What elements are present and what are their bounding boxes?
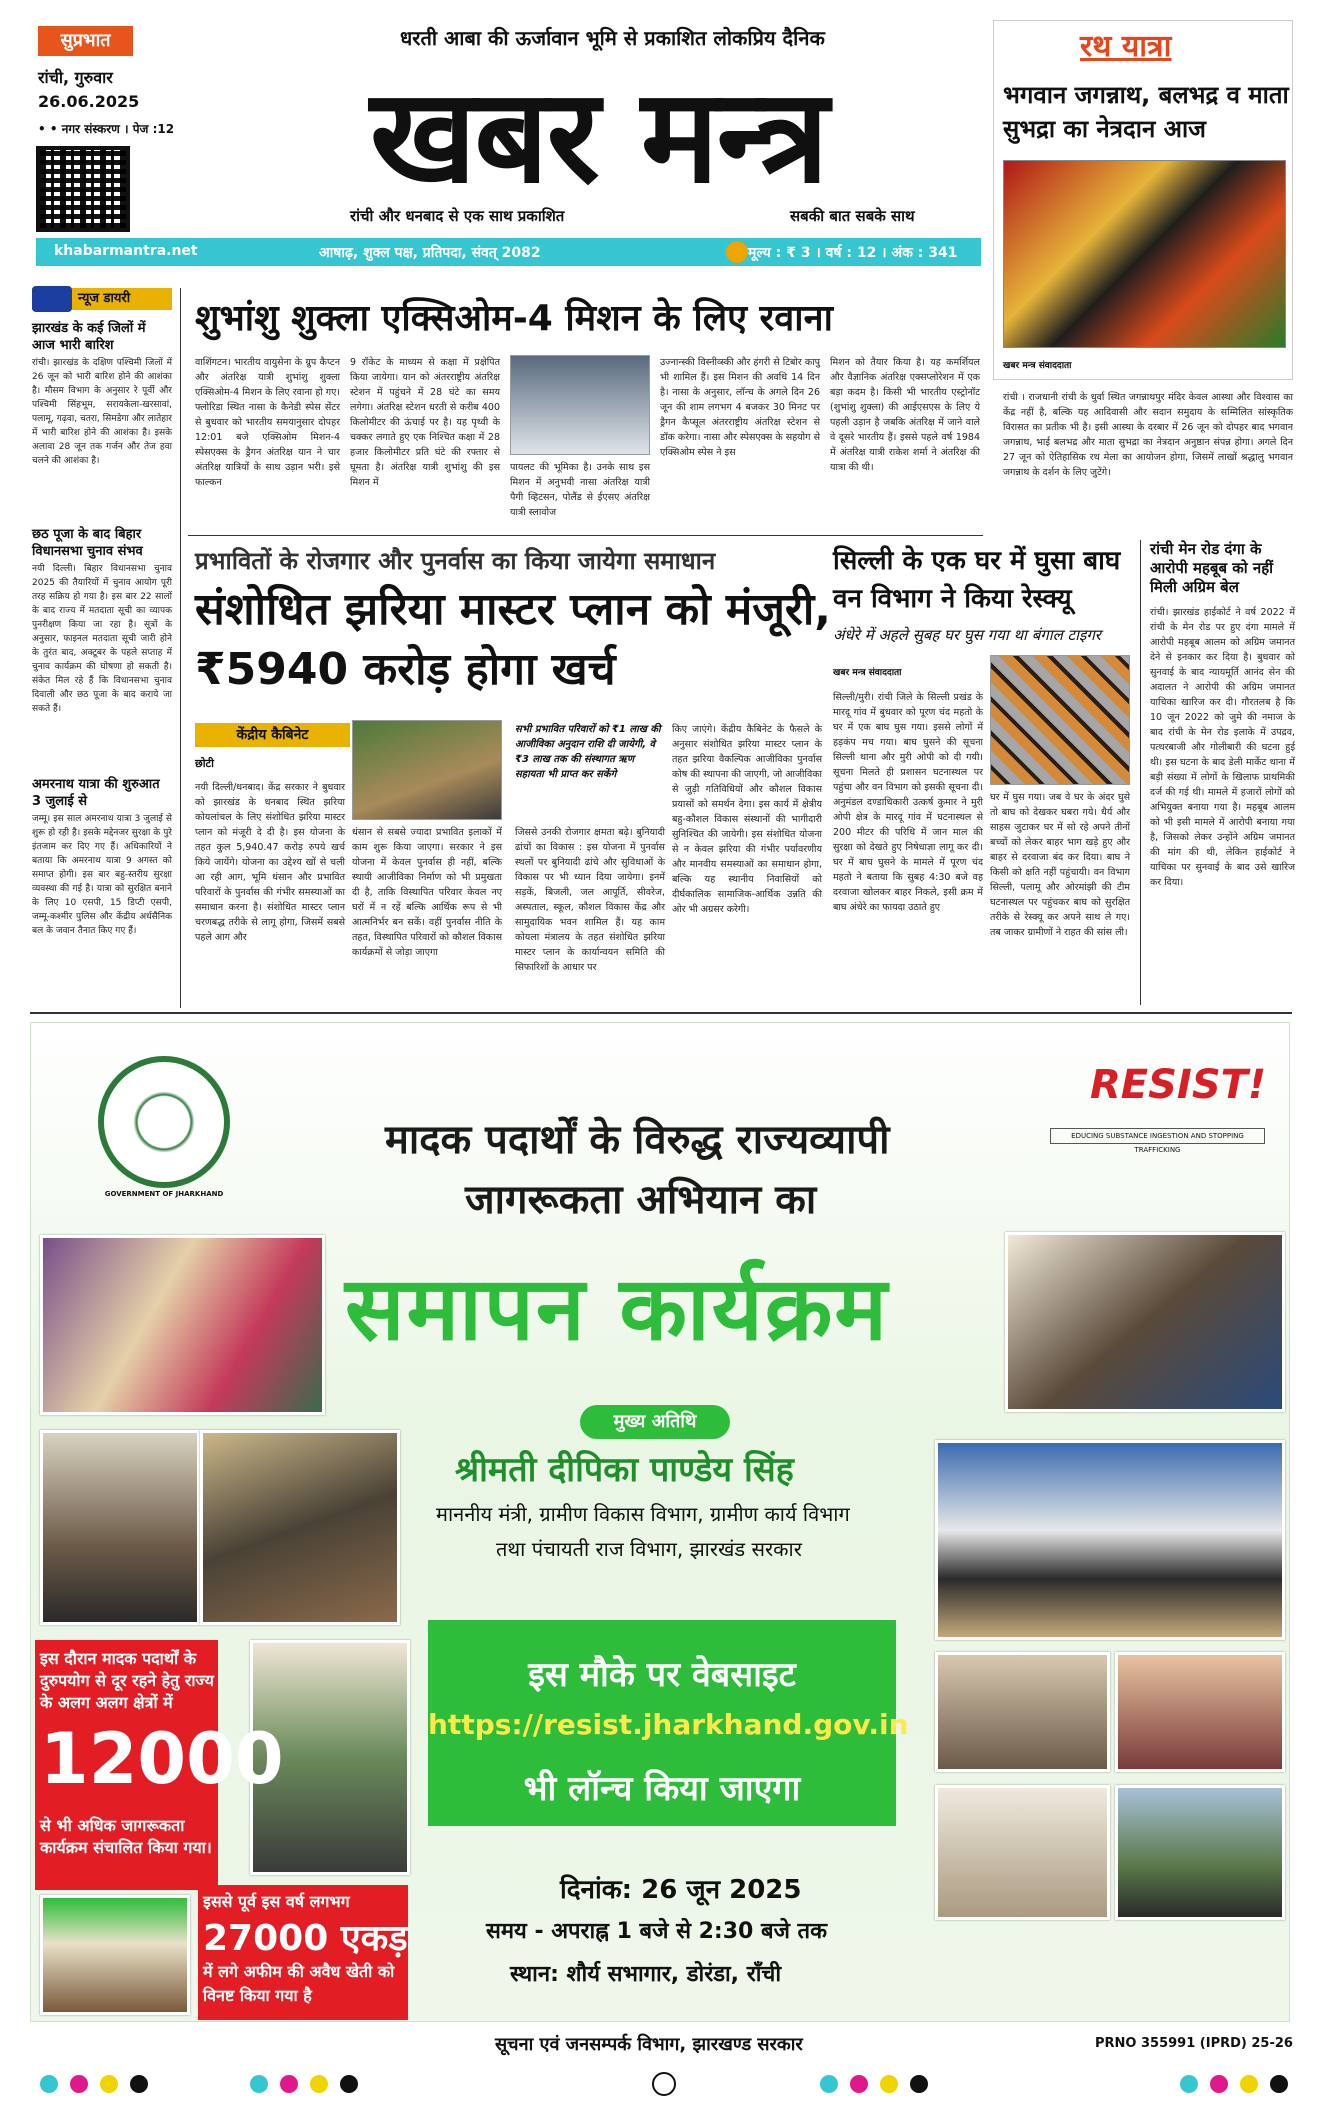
newspaper-logo: खबर मन्त्र — [370, 60, 827, 212]
stat-2-number: 27000 एकड़ — [203, 1918, 408, 1959]
rath-title: रथ यात्रा — [1080, 29, 1172, 64]
guest-role-2: तथा पंचायती राज विभाग, झारखंड सरकार — [496, 1537, 802, 1561]
story1-col3: उज्नान्स्की विस्नीव्स्की और हंगरी से टिबोर कापु भी शामिल हैं। इस मिशन की अवधि 14 दिन है। नासा के अनुसार, लॉन्च के अगले दिन 26 जून की शाम लगभग 4 बजकर 30 मिनट पर ड्रैगन कैप्सूल अंतरराष्ट्रीय अंतरिक्ष स्टेशन से डॉक करेगा। नासा और स्पेसएक्स के सहयोग से एक्सिओम स्पेस ने इस — [660, 357, 820, 458]
ad-photo-7 — [935, 1440, 1285, 1640]
story3-col2: घर में घुस गया। जब वे घर के अंदर घुसे तो बाघ को देखकर घबरा गये। धैर्य और साहस जुटाकर घर में सो रहे अपने तीनों बच्चों को लेकर बाहर भाग खड़े हुए और बाहर से दरवाजा बंद कर दिया। बाघ ने किसी को क्षति नहीं पहुंचायी। वन विभाग सिल्ली, पलामू और ओरमांझी की टीम घटनास्थल पर पहुंचकर बाघ को सुरक्षित तरीके से रेस्क्यू कर अपने साथ ले गए। तब जाकर ग्रामीणों ने राहत की सांस ली। — [990, 792, 1130, 938]
stat-2-bottom: में लगे अफीम की अवैध खेती को विनष्ट किया गया है — [203, 1962, 395, 2005]
cyan-mark-icon — [250, 2075, 268, 2093]
resist-tagline: EDUCING SUBSTANCE INGESTION AND STOPPING TRAFFICKING — [1050, 1128, 1265, 1144]
story2-quote: सभी प्रभावित परिवारों को ₹1 लाख की आजीविका अनुदान राशि दी जायेगी, वे ₹3 लाख तक की संस्थागत ऋण सहायता भी प्राप्त कर सकेंगे — [515, 724, 661, 780]
brief-2-body: नयी दिल्ली। बिहार विधानसभा चुनाव 2025 की तैयारियों में चुनाव आयोग पूरी तरह सक्रिय हो गया है। इस बार 22 सालों के बाद राज्य में मतदाता सूची का व्यापक पुनरीक्षण किया जा रहा है। सूत्रों के अनुसार, फाइनल मतदाता सूची जारी होने के तुरंत बाद, अक्टूबर के पहले सप्ताह में चुनाव कार्यक्रम की घोषणा हो सकती है। संकेत मिल रहे हैं कि विधानसभा चुनाव दिवाली और छठ पूजा के बाद कराये जा सकते हैं। — [32, 564, 172, 714]
stat-2-top: इससे पूर्व इस वर्ष लगभग — [203, 1892, 350, 1911]
ad-main-title: समापन कार्यक्रम — [345, 1257, 889, 1360]
publish-cities: रांची और धनबाद से एक साथ प्रकाशित — [350, 207, 565, 225]
story3-col1: सिल्ली/मुरी। रांची जिले के सिल्ली प्रखंड के मारदू गांव में बुधवार को पूरण चंद महतो के घर में एक बाघ घुस गया। इससे लोगों में हड़कंप मच गया। बाघ घुसने की सूचना सिल्ली थाना और मुरी ओपी को दी गयी। सूचना मिलते ही प्रशासन घटनास्थल पर पहुंचा और वन विभाग को इसकी सूचना दी। अनुमंडल दण्डाधिकारी उत्कर्ष कुमार ने मुरी ओपी क्षेत्र के मारदू गांव में घटनास्थल से 200 मीटर की परिधि में जान माल की सुरक्षा को देखते हुए निषेधाज्ञा लागू कर दी। घर में बाघ घुसने के मामले में पूरण चंद महतो ने बताया कि सुबह 4:30 बजे वह दरवाजा खोलकर बाहर निकले, इसी क्रम में बाघ अंधेरे का फायदा उठाते हुए — [833, 692, 983, 913]
rath-credit: खबर मन्त्र संवाददाता — [1003, 361, 1072, 371]
event-place: स्थान: शौर्य सभागार, डोरंडा, राँची — [510, 1962, 782, 1987]
event-time: समय - अपराह्न 1 बजे से 2:30 बजे तक — [486, 1919, 827, 1944]
city-day: रांची, गुरुवार — [38, 68, 113, 87]
edition-text: नगर संस्करण । पेज :12 — [61, 122, 175, 136]
story1-col1: वाशिंगटन। भारतीय वायुसेना के ग्रुप कैप्टन और अंतरिक्ष यात्री शुभांशु शुक्ला एक्सिओम-4 मिशन के लिए रवाना हो गए। फ्लोरिडा स्थित नासा के कैनेडी स्पेस सेंटर से बुधवार को भारतीय समयानुसार दोपहर 12:01 बजे एक्सिओम मिशन-4 स्पेसएक्स के ड्रैगन अंतरिक्ष यान ने चार अंतरिक्ष यात्रियों के साथ उड़ान भरी। इसे फाल्कन — [195, 357, 340, 488]
story1-headline[interactable]: शुभांशु शुक्ला एक्सिओम-4 मिशन के लिए रवाना — [195, 298, 833, 339]
tiger-photo — [990, 655, 1130, 785]
info-bar — [36, 238, 981, 266]
news-diary-label: न्यूज डायरी — [32, 288, 172, 310]
logo-mark-icon — [726, 241, 748, 263]
ad-photo-2 — [40, 1430, 200, 1625]
crosshair-icon — [652, 2072, 676, 2096]
brief-3-head[interactable]: अमरनाथ यात्रा की शुरुआत 3 जुलाई से — [32, 777, 160, 809]
brief-2-head[interactable]: छठ पूजा के बाद बिहार विधानसभा चुनाव संभव — [32, 527, 143, 559]
cyan-mark-icon — [40, 2075, 58, 2093]
story1-col2: 9 रॉकेट के माध्यम से कक्षा में प्रक्षेपित किया जायेगा। यान को अंतरराष्ट्रीय अंतरिक्ष स्टेशन में पहुंचने में 28 घंटे का समय लगेगा। अंतरिक्ष स्टेशन धरती से करीब 400 किलोमीटर की ऊंचाई पर है। यह पृथ्वी के चक्कर लगाते हुए एक निश्चित कक्षा में 28 हजार किलोमीटर प्रति घंटे की रफ्तार से घूमता है। अंतरिक्ष यात्री शुभांशु की इस मिशन में — [350, 357, 500, 488]
column-divider — [180, 288, 181, 1008]
jharia-photo — [352, 720, 502, 820]
astronaut-photo — [510, 355, 650, 455]
cyan-mark-icon — [1180, 2075, 1198, 2093]
brief-1-body: रांची। झारखंड के दक्षिण पश्चिमी जिलों में 26 जून को भारी बारिश होने की आशंका है। मौसम विभाग के अनुसार रे पूर्वी और पश्चिमी सिंहभूम, सरायकेला-खरसावां, पलामू, गढ़वा, चतरा, सिमडेगा और लातेहार में भारी बारिश होने की आशंका है। इसके अलावा 28 जून तक गर्जन और तेज हवा चलने की आशंका है। — [32, 358, 172, 466]
ad-footer: सूचना एवं जनसम्पर्क विभाग, झारखण्ड सरकार — [495, 2034, 803, 2055]
story2-col3: जिससे उनकी रोजगार क्षमता बढ़े। बुनियादी ढांचों का विकास : इस योजना में पुनर्वास स्थलों पर बुनियादी ढांचे और सुविधाओं के विकास पर भी ध्यान दिया जायेगा। इनमें सड़कें, बिजली, जल आपूर्ति, सीवरेज, अस्पताल, स्कूल, कौशल विकास केंद्र और सामुदायिक भवन शामिल हैं। यह काम कोयला मंत्रालय के तहत संशोधित झरिया मास्टर प्लान के कार्यान्वयन समिति की सिफारिशों के आधार पर — [515, 827, 665, 973]
brief-3-body: जम्मू। इस साल अमरनाथ यात्रा 3 जुलाई से शुरू हो रही है। इसके मद्देनजर सुरक्षा के पुरे इंतजाम कर दिए गए हैं। अधिकारियों ने बताया कि अमरनाथ यात्रा 9 अगस्त को समाप्त होगी। इस बार बहु-स्तरीय सुरक्षा व्यवस्था की गई है। यात्रा को सुरक्षित बनाने के लिए 10 एसपी, 15 डिप्टी एसपी, जम्मू-कश्मीर पुलिस और केंद्रीय अर्धसैनिक बल के जवान तैनात किए गए हैं। — [32, 814, 172, 936]
story2-headline[interactable]: संशोधित झरिया मास्टर प्लान को मंजूरी, ₹5940 करोड़ होगा खर्च — [195, 584, 832, 695]
yellow-mark-icon — [310, 2075, 328, 2093]
story2-col4: किए जाएंगे। केंद्रीय कैबिनेट के फैसले के अनुसार संशोधित झरिया मास्टर प्लान के तहत झरिया वैकल्पिक आजीविका पुनर्वास कोष की स्थापना की जाएगी, जो आजीविका से जुड़ी गतिविधियों और कौशल विकास प्रयासों को समर्थन देगा। इस कार्य में क्षेत्रीय बहु-कौशल विकास संस्थानों की भागीदारी सुनिश्चित की जायेगी। इस संशोधित योजना से न केवल झरिया की गंभीर पर्यावरणीय और मानवीय समस्याओं का समाधान होगा, बल्कि यह स्थानीय निवासियों को दीर्घकालिक सामाजिक-आर्थिक उन्नति की ओर भी अग्रसर करेगी। — [672, 724, 822, 915]
ad-top-rule — [30, 1012, 1292, 1014]
guest-role-1: माननीय मंत्री, ग्रामीण विकास विभाग, ग्रामीण कार्य विभाग — [436, 1502, 850, 1526]
story4-headline[interactable]: रांची मेन रोड दंगा के आरोपी महबूब को नहीं मिली अग्रिम बेल — [1150, 540, 1274, 596]
story1-caption: पायलट की भूमिका है। उनके साथ इस मिशन में अनुभवी नासा अंतरिक्ष यात्री पैगी व्हिटसन, पोलैंड से ईएसए अंतरिक्ष यात्री स्लावोज — [510, 462, 650, 518]
story2-col1: नयी दिल्ली/धनबाद। केंद्र सरकार ने बुधवार को झारखंड के धनबाद स्थित झरिया कोयलांचल के लिए संशोधित झरिया मास्टर प्लान को मंजूरी दे दी है। इस योजना के तहत कुल 5,940.47 करोड़ रुपये खर्च किये जायेंगे। योजना का उद्देश्य खों से चली आ रही आग, भूमि धंसान और प्रभावित परिवारों के पुनर्वास की गंभीर समस्याओं का समाधान करना है। संशोधित मास्टर प्लान चरणबद्ध तरीके से लागू होगा, जिसमें सबसे पहले आग और — [195, 782, 345, 943]
story3-headline[interactable]: सिल्ली के एक घर में घुसा बाघ वन विभाग ने किया रेस्क्यू — [833, 546, 1121, 614]
stat-1-top: इस दौरान मादक पदार्थों के दुरुपयोग से दूर रहने हेतु राज्य के अलग अलग क्षेत्रों में — [40, 1649, 214, 1712]
yellow-mark-icon — [880, 2075, 898, 2093]
magenta-mark-icon — [70, 2075, 88, 2093]
black-mark-icon — [910, 2075, 928, 2093]
brief-1-head[interactable]: झारखंड के कई जिलों में आज भारी बारिश — [32, 321, 146, 353]
jharkhand-emblem-icon — [98, 1056, 230, 1188]
website-url[interactable]: https://resist.jharkhand.gov.in — [428, 1708, 909, 1741]
ad-photo-5 — [40, 1895, 190, 2015]
story2-kicker: प्रभावितों के रोजगार और पुनर्वास का किया जायेगा समाधान — [195, 547, 716, 575]
pr-number: PRNO 355991 (IPRD) 25-26 — [1095, 2036, 1293, 2051]
story2-byline: छोटी — [195, 757, 214, 770]
black-mark-icon — [340, 2075, 358, 2093]
story3-credit: खबर मन्त्र संवाददाता — [833, 668, 902, 678]
cyan-mark-icon — [820, 2075, 838, 2093]
ad-line-1: मादक पदार्थों के विरुद्ध राज्यव्यापी — [385, 1117, 890, 1163]
magenta-mark-icon — [280, 2075, 298, 2093]
story3-sub: अंधेरे में अहले सुबह घर घुस गया था बंगाल टाइगर — [833, 626, 1101, 644]
ad-photo-1 — [40, 1235, 325, 1415]
ad-photo-8 — [935, 1652, 1110, 1772]
cabinet-badge: केंद्रीय कैबिनेट — [195, 723, 350, 747]
masthead-tagline: धरती आबा की ऊर्जावान भूमि से प्रकाशित लोकप्रिय दैनिक — [400, 26, 825, 50]
story4-text: रांची। झारखंड हाईकोर्ट ने वर्ष 2022 में रांची के मेन रोड पर हुए दंगा मामले में आरोपी महबूब आलम को अग्रिम जमानत देने से इनकार कर दिया है। बुधवार को सुनवाई के बाद न्यायमूर्ति आनंद सेन की अदालत ने आरोपी की अग्रिम जमानत याचिका खारिज कर दी। गौरतलब है कि 10 जून 2022 को जुमे की नमाज के बाद रांची के मेन रोड इलाके में उपद्रव, पत्थरबाजी और गोलीबारी की घटना हुई थी। इस घटना के बाद डेली मार्केट थाना में बड़ी संख्या में लोगों के खिलाफ प्राथमिकी दर्ज की गई थी। मामले में हजारों लोगों को अभियुक्त बनाया गया है। महबूब आलम को भी इसी मामले में आरोपी बनाया गया है, जिसको लेकर उन्होंने अग्रिम जमानत की मांग की थी, लेकिन हाईकोर्ट ने याचिका पर सुनवाई के बाद उसे खारिज कर दिया। — [1150, 607, 1295, 888]
yellow-mark-icon — [1240, 2075, 1258, 2093]
chief-guest-name: श्रीमती दीपिका पाण्डेय सिंह — [455, 1450, 794, 1490]
black-mark-icon — [130, 2075, 148, 2093]
ad-line-2: जागरूकता अभियान का — [465, 1177, 817, 1223]
magenta-mark-icon — [1210, 2075, 1228, 2093]
website-line-1: इस मौके पर वेबसाइट — [528, 1655, 796, 1695]
panchang: आषाढ़, शुक्ल पक्ष, प्रतिपदा, संवत् 2082 — [319, 245, 541, 261]
chief-guest-badge: मुख्य अतिथि — [580, 1405, 730, 1439]
story2-col2: धंसान से सबसे ज्यादा प्रभावित इलाकों में काम शुरू किया जाएगा। सरकार ने इस योजना में केवल पुनर्वास ही नहीं, बल्कि स्थायी आजीविका निर्माण को भी प्रमुखता दी है, ताकि विस्थापित परिवार केवल नए घरों में न रहें बल्कि आर्थिक रूप से भी आत्मनिर्भर बन सकें। वहीं पुनर्वास नीति के तहत, विस्थापित परिवारों को कौशल विकास कार्यक्रमों से जोड़ा जाएगा — [352, 827, 502, 958]
stat-1-number: 12000 — [40, 1718, 284, 1800]
website-link[interactable]: khabarmantra.net — [54, 243, 198, 259]
qr-code-icon[interactable] — [36, 146, 130, 232]
event-date: दिनांक: 26 जून 2025 — [560, 1875, 802, 1905]
price-info: मूल्य : ₹ 3 । वर्ष : 12 । अंक : 341 — [748, 245, 958, 261]
slogan: सबकी बात सबके साथ — [790, 207, 915, 225]
section-rule — [188, 535, 983, 536]
ad-photo-10 — [935, 1785, 1110, 1920]
issue-date: 26.06.2025 — [38, 92, 140, 111]
edition-info: • • नगर संस्करण । पेज :12 — [38, 122, 175, 136]
resist-logo: RESIST! — [1090, 1062, 1267, 1108]
emblem-text: GOVERNMENT OF JHARKHAND — [104, 1190, 224, 1198]
yellow-mark-icon — [100, 2075, 118, 2093]
magenta-mark-icon — [850, 2075, 868, 2093]
news-diary-icon — [32, 286, 72, 312]
website-line-2: भी लॉन्च किया जाएगा — [523, 1769, 801, 1809]
jagannath-photo — [1003, 160, 1286, 348]
ad-photo-9 — [1115, 1652, 1285, 1772]
ad-photo-3 — [200, 1430, 400, 1625]
stat-1-bottom: से भी अधिक जागरूकता कार्यक्रम संचालित किया गया। — [40, 1816, 212, 1857]
black-mark-icon — [1270, 2075, 1288, 2093]
rath-headline[interactable]: भगवान जगन्नाथ, बलभद्र व माता सुभद्रा का नेत्रदान आज — [1003, 81, 1289, 143]
story1-col4: मिशन को तैयार किया है। यह कमर्शियल और वैज्ञानिक अंतरिक्ष एक्सप्लोरेशन में एक बड़ा कदम है। किसी भी भारतीय एस्ट्रोनॉट (शुभांशु शुक्ला) की आईएसएस के लिए ये पहली उड़ान है जबकि अंतरिक्ष में जाने वाले वे दूसरे भारतीय हैं। इससे पहले वर्ष 1984 में अंतरिक्ष यात्री राकेश शर्मा ने अंतरिक्ष की यात्रा की थी। — [830, 357, 980, 473]
column-divider-2 — [1140, 540, 1141, 1005]
ad-photo-11 — [1115, 1785, 1285, 1920]
ad-photo-6 — [1005, 1232, 1285, 1412]
edition-badge: सुप्रभात — [38, 26, 133, 56]
rath-text: रांची । राजधानी रांची के धुर्वा स्थित जगन्नाथपुर मंदिर केवल आस्था और विश्वास का केंद्र नहीं है, बल्कि यह आदिवासी और सदान समुदाय के सम्मिलित सांस्कृतिक विरासत का प्रतीक भी है। इसी आस्था के दरबार में 26 जून को दोपहर बाद भगवान जगन्नाथ, भाई बलभद्र और माता सुभद्रा का नेत्रदान अनुष्ठान संपन्न होगा। अगले दिन 27 जून को ऐतिहासिक रथ मेला का आयोजन होगा, जिसमें लाखों श्रद्धालु भगवान जगन्नाथ के दर्शन के लिए जुटेंगे। — [1003, 392, 1293, 478]
